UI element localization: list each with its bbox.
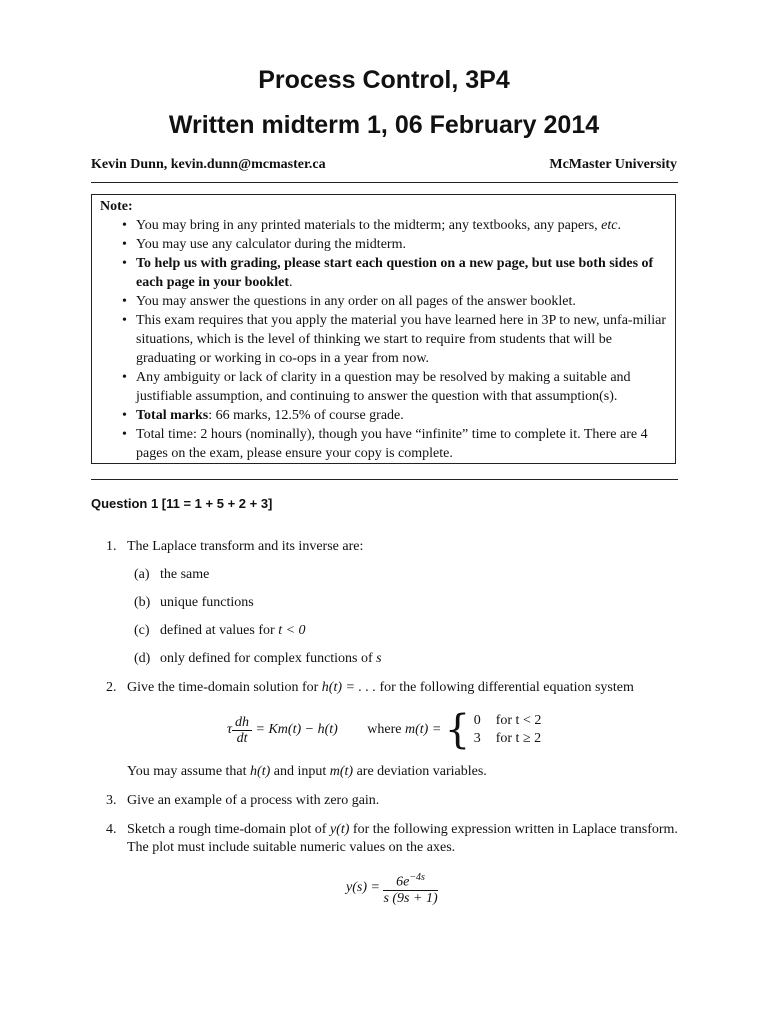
- option-a: (a) the same: [134, 567, 210, 582]
- note-item: • Total time: 2 hours (nominally), though you have “infinite” time to complete it. There are 4 pages on the exam, please ensure your copy is complete.: [122, 425, 667, 463]
- note-item: • To help us with grading, please start each question on a new page, but use both sides of each page in your booklet.: [122, 254, 667, 292]
- note-item: • This exam requires that you apply the material you have learned here in 3P to new, unfa-miliar situations, which is the level of thinking we start to require from students that will be graduating or working in co-ops in a year from now.: [122, 311, 667, 368]
- note-item: • Total marks: 66 marks, 12.5% of course grade.: [122, 406, 667, 425]
- differential-equation: τ $\frac{dh}{dt}$ = Km(t) − h(t) where m(t) = { 0 for t < 2 3 for t ≥ 2: [227, 707, 542, 753]
- note-item: • Any ambiguity or lack of clarity in a question may be resolved by making a suitable and justifiable assumption, and continuing to answer the question with that assumption(s).: [122, 368, 667, 406]
- option-d: (d) only defined for complex functions of s: [134, 651, 382, 666]
- note-list: [122, 216, 667, 463]
- exam-subtitle: Written midterm 1, 06 February 2014: [168, 111, 600, 139]
- deviation-note: You may assume that h(t) and input m(t) are deviation variables.: [127, 764, 487, 779]
- laplace-expression: y(s) = $\frac{6e^{-4s}}{s (9s + 1)}$: [346, 872, 438, 906]
- note-box: [91, 194, 676, 464]
- author-line: Kevin Dunn, kevin.dunn@mcmaster.ca: [91, 157, 326, 172]
- section-rule: [91, 479, 678, 480]
- institution: McMaster University: [549, 157, 677, 172]
- note-item: • You may answer the questions in any order on all pages of the answer booklet.: [122, 292, 667, 311]
- header-rule: [91, 182, 678, 183]
- question-1-heading: Question 1 [11 = 1 + 5 + 2 + 3]: [91, 496, 273, 511]
- note-item: • You may bring in any printed materials to the midterm; any textbooks, any papers, etc.: [122, 216, 667, 235]
- option-c: (c) defined at values for t < 0: [134, 623, 306, 638]
- option-b: (b) unique functions: [134, 595, 254, 610]
- note-heading: Note:: [100, 199, 133, 214]
- exam-title: Process Control, 3P4: [258, 66, 510, 94]
- note-item: • You may use any calculator during the midterm.: [122, 235, 667, 254]
